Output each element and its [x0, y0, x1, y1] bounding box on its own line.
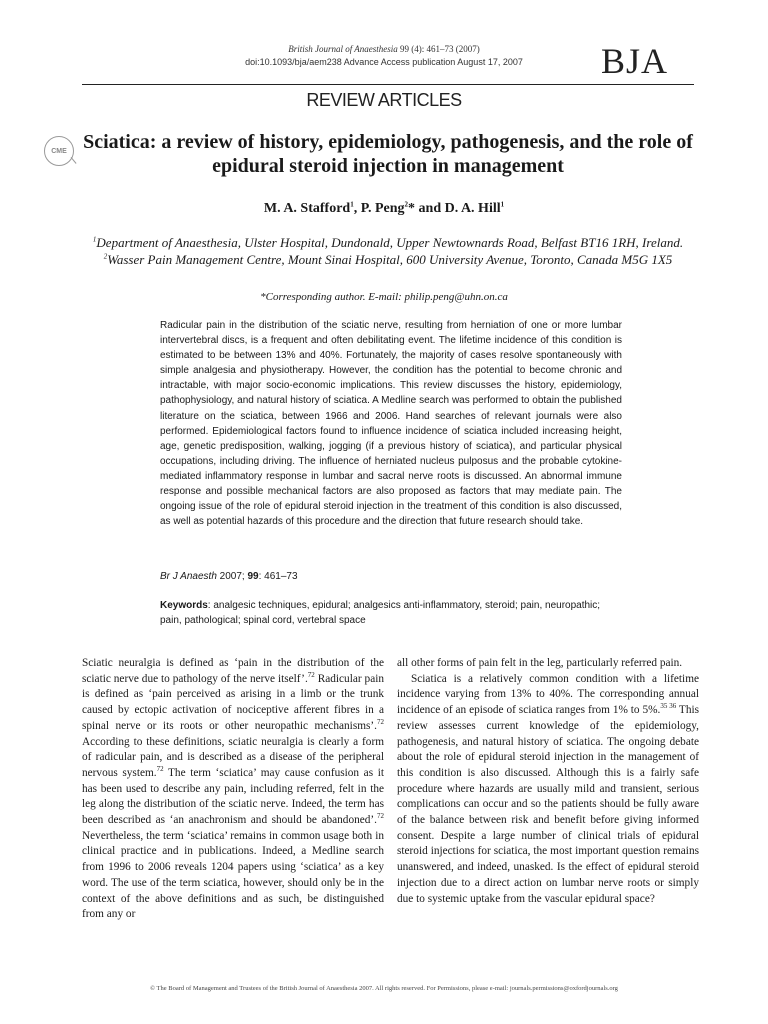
- body-column-right: [397, 656, 699, 907]
- affiliation-text: Department of Anaesthesia, Ulster Hospital, Dundonald, Upper Newtownards Road, Belfast BT16 1RH, Ireland.: [96, 235, 684, 250]
- citation-year: 2007;: [216, 571, 248, 582]
- citation-volume: 99: [247, 571, 259, 582]
- reference-marker: 35 36: [660, 702, 677, 711]
- body-text: Radicular pain is defined as ‘pain perceived as arising in a limb or the trunk caused by ectopic activation of nociceptive afferent fibres in a spinal nerve or its roots or other neuropathic mechanisms’.: [82, 672, 384, 732]
- reference-marker: 72: [156, 765, 164, 774]
- doi-line: doi:10.1093/bja/aem238 Advance Access publication August 17, 2007: [245, 57, 523, 67]
- author-separator: and: [415, 201, 445, 216]
- author-list: [0, 201, 768, 217]
- body-text: The term ‘sciatica’ may cause confusion as it has been used to describe any pain, including referred, felt in the leg along the distribution of the sciatic nerve. Indeed, the term has been described as ‘an anachronism and should be abandoned’.: [82, 766, 384, 827]
- keywords: [160, 598, 622, 628]
- affiliation-marker: 1: [92, 235, 97, 244]
- body-column-left: [82, 656, 384, 923]
- body-text: Sciatica is a relatively common condition with a lifetime incidence varying from 13% to 40%. The corresponding annual incidence of an episode of sciatica ranges from 1% to 5%.: [397, 672, 699, 717]
- author-name: D. A. Hill: [444, 201, 501, 216]
- keywords-label: Keywords: [160, 600, 208, 611]
- body-paragraph: [82, 656, 384, 923]
- header-rule: [82, 84, 694, 85]
- author-name: M. A. Stafford: [263, 201, 351, 216]
- citation-line: [160, 571, 622, 582]
- body-text: Sciatic neuralgia is defined as ‘pain in the distribution of the sciatic nerve due to pathology of the nerve itself’.: [82, 657, 384, 685]
- reference-marker: 72: [377, 812, 384, 821]
- keywords-text: : analgesic techniques, epidural; analgesics anti-inflammatory, steroid; pain, neuropathic; pain, pathological; spinal cord, vertebral space: [160, 600, 601, 626]
- body-paragraph: [397, 672, 699, 908]
- body-paragraph: all other forms of pain felt in the leg, particularly referred pain.: [397, 657, 683, 669]
- body-text: Nevertheless, the term ‘sciatica’ remains in common usage both in clinical practice and in publications. Indeed, a Medline search from 1996 to 2006 reveals 1204 papers using ‘sciatica’ as a key word. The use of the term sciatica, however, should only be in the context of the above definitions and as such, be distinguished from any or: [82, 829, 384, 921]
- reference-marker: 72: [377, 718, 384, 727]
- section-heading: REVIEW ARTICLES: [306, 90, 462, 110]
- author-separator: ,: [353, 201, 361, 216]
- volume-issue-pages: 99 (4): 461–73 (2007): [400, 44, 480, 54]
- affiliation-marker: 2: [404, 200, 409, 209]
- reference-marker: 72: [307, 670, 315, 679]
- journal-logo: BJA: [600, 41, 668, 81]
- affiliation-marker: 1: [500, 200, 505, 209]
- citation-journal: Br J Anaesth: [160, 571, 217, 582]
- citation-pages: : 461–73: [258, 571, 298, 582]
- affiliations: [82, 234, 694, 268]
- cme-badge-icon: CME: [44, 136, 74, 166]
- affiliation-marker: 1: [350, 200, 354, 209]
- article-title: Sciatica: a review of history, epidemiology, pathogenesis, and the role of epidural steroid injection in management: [83, 131, 693, 177]
- corresponding-author: *Corresponding author. E-mail: philip.peng@uhn.on.ca: [260, 291, 508, 303]
- author-name: P. Peng: [360, 201, 405, 216]
- abstract: Radicular pain in the distribution of the sciatic nerve, resulting from herniation of one or more lumbar intervertebral discs, is a frequent and often debilitating event. The lifetime incidence of this condition is estimated to be between 13% and 40%. Fortunately, the majority of cases resolve spontaneously with simple analgesia and physiotherapy. However, the condition has the potential to become chronic and intractable, with major socio-economic implications. This review discusses the history, epidemiology, pathophysiology, and natural history of sciatica. A Medline search was performed to obtain the published literature on the sciatica, between 1966 and 2006. Hand searches of relevant journals were also performed. Epidemiological factors found to influence incidence of sciatica included increasing height, age, genetic predisposition, walking, jogging (if a previous history of sciatica), and particular physical occupations, including driving. The influence of herniated nucleus pulposus and the probable cytokine-mediated inflammatory response in lumbar and sacral nerve roots is discussed. An abnormal immune response and possible mechanical factors are also proposed as factors that may mediate pain. The ongoing issue of the role of epidural steroid injection in the treatment of this condition is also discussed, as well as potential hazards of this procedure and the direction that future research should take.: [160, 320, 622, 528]
- affiliation-marker: 2: [103, 252, 108, 261]
- body-text: According to these definitions, sciatic neuralgia is clearly a form of radicular pain, and is described as a disease of the peripheral nervous system.: [82, 735, 384, 779]
- body-text: This review assesses current knowledge of the epidemiology, pathogenesis, and natural history of sciatica. The ongoing debate about the role of epidural steroid injection in the management of this condition is also discussed. Although this is a fairly safe procedure where hazards are usually mild and transient, serious complications can occur and so the patients should be fully aware of the balance between risk and benefit before giving informed consent. Despite a large number of clinical trials of epidural steroid injections for sciatica, the most important question remains unanswered, and indeed, unasked. Is the effect of epidural steroid injection due to a direct action on lumbar nerve roots or simply due to systemic uptake from the vascular epidural space?: [397, 704, 700, 905]
- copyright-footer: © The Board of Management and Trustees of the British Journal of Anaesthesia 2007. All rights reserved. For Permissions, please e-mail: journals.permissions@oxfordjournals.org: [150, 985, 618, 992]
- affiliation-text: Wasser Pain Management Centre, Mount Sinai Hospital, 600 University Avenue, Toronto, Canada M5G 1X5: [107, 252, 673, 267]
- corresponding-marker: *: [408, 201, 416, 216]
- journal-name: British Journal of Anaesthesia: [288, 44, 398, 54]
